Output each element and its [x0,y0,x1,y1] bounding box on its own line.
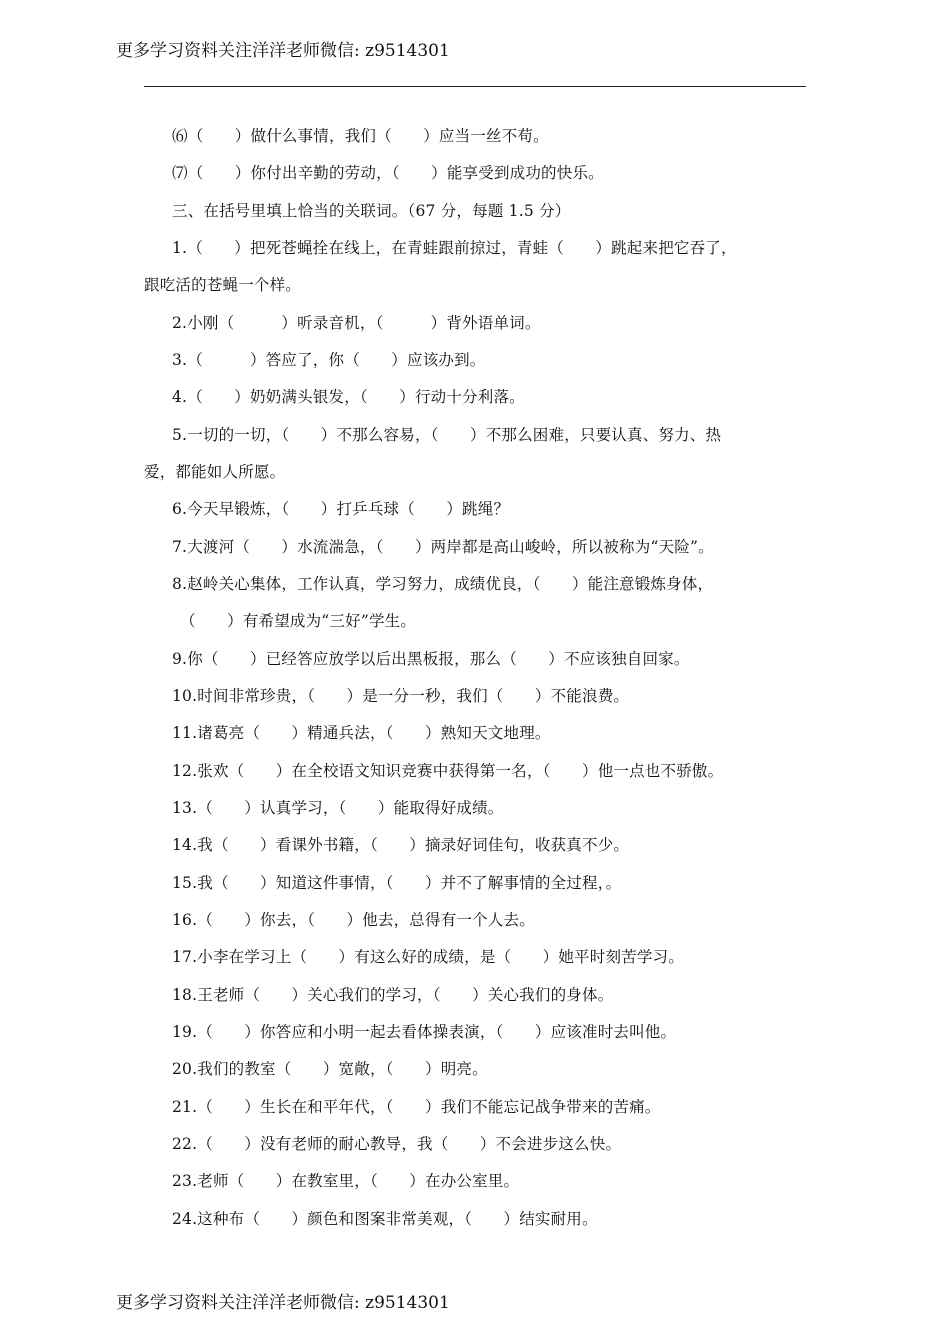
question-line: 19.（ ）你答应和小明一起去看体操表演，（ ）应该准时去叫他。 [172,1023,677,1041]
question-line-continued: 跟吃活的苍蝇一个样。 [144,276,302,294]
page-footer: 更多学习资料关注洋洋老师微信: z9514301 [116,1293,450,1313]
question-line: 11.诸葛亮（ ）精通兵法，（ ）熟知天文地理。 [172,724,551,742]
question-line: ⑹（ ）做什么事情，我们（ ）应当一丝不苟。 [172,127,549,145]
section-heading: 三、在括号里填上恰当的关联词。（67 分，每题 1.5 分） [172,202,571,220]
question-line: 18.王老师（ ）关心我们的学习，（ ）关心我们的身体。 [172,986,614,1004]
question-line: 23.老师（ ）在教室里，（ ）在办公室里。 [172,1172,520,1190]
question-line: 14.我（ ）看课外书籍，（ ）摘录好词佳句，收获真不少。 [172,836,630,854]
question-line: 7.大渡河（ ）水流湍急，（ ）两岸都是高山峻岭，所以被称为“天险”。 [172,538,714,556]
question-line-continued: 爱，都能如人所愿。 [144,463,286,481]
page-header: 更多学习资料关注洋洋老师微信: z9514301 [116,41,450,61]
question-line: 8.赵岭关心集体，工作认真，学习努力，成绩优良，（ ）能注意锻炼身体， [172,575,714,593]
question-line: 5.一切的一切，（ ）不那么容易，（ ）不那么困难，只要认真、努力、热 [172,426,722,444]
question-line: 9.你（ ）已经答应放学以后出黑板报，那么（ ）不应该独自回家。 [172,650,690,668]
question-line: 22.（ ）没有老师的耐心教导，我（ ）不会进步这么快。 [172,1135,622,1153]
question-line: 10.时间非常珍贵，（ ）是一分一秒，我们（ ）不能浪费。 [172,687,630,705]
question-line: 15.我（ ）知道这件事情，（ ）并不了解事情的全过程，。 [172,874,622,892]
question-line: 12.张欢（ ）在全校语文知识竞赛中获得第一名，（ ）他一点也不骄傲。 [172,762,724,780]
header-divider [144,86,806,87]
question-line: 3.（ ）答应了，你（ ）应该办到。 [172,351,486,369]
question-line: 2.小刚（ ）听录音机，（ ）背外语单词。 [172,314,541,332]
question-line: 17.小李在学习上（ ）有这么好的成绩，是（ ）她平时刻苦学习。 [172,948,684,966]
question-line: 21.（ ）生长在和平年代，（ ）我们不能忘记战争带来的苦痛。 [172,1098,661,1116]
question-line: ⑺（ ）你付出辛勤的劳动，（ ）能享受到成功的快乐。 [172,164,604,182]
question-line: 6.今天早锻炼，（ ）打乒乓球（ ）跳绳？ [172,500,510,518]
question-line: 13.（ ）认真学习，（ ）能取得好成绩。 [172,799,504,817]
question-line: 1.（ ）把死苍蝇拴在线上，在青蛙跟前掠过，青蛙（ ）跳起来把它吞了， [172,239,737,257]
question-line-continued: （ ）有希望成为“三好”学生。 [180,612,417,630]
question-line: 16.（ ）你去，（ ）他去，总得有一个人去。 [172,911,535,929]
question-line: 20.我们的教室（ ）宽敞，（ ）明亮。 [172,1060,488,1078]
question-line: 24.这种布（ ）颜色和图案非常美观，（ ）结实耐用。 [172,1210,598,1228]
question-line: 4.（ ）奶奶满头银发，（ ）行动十分利落。 [172,388,525,406]
